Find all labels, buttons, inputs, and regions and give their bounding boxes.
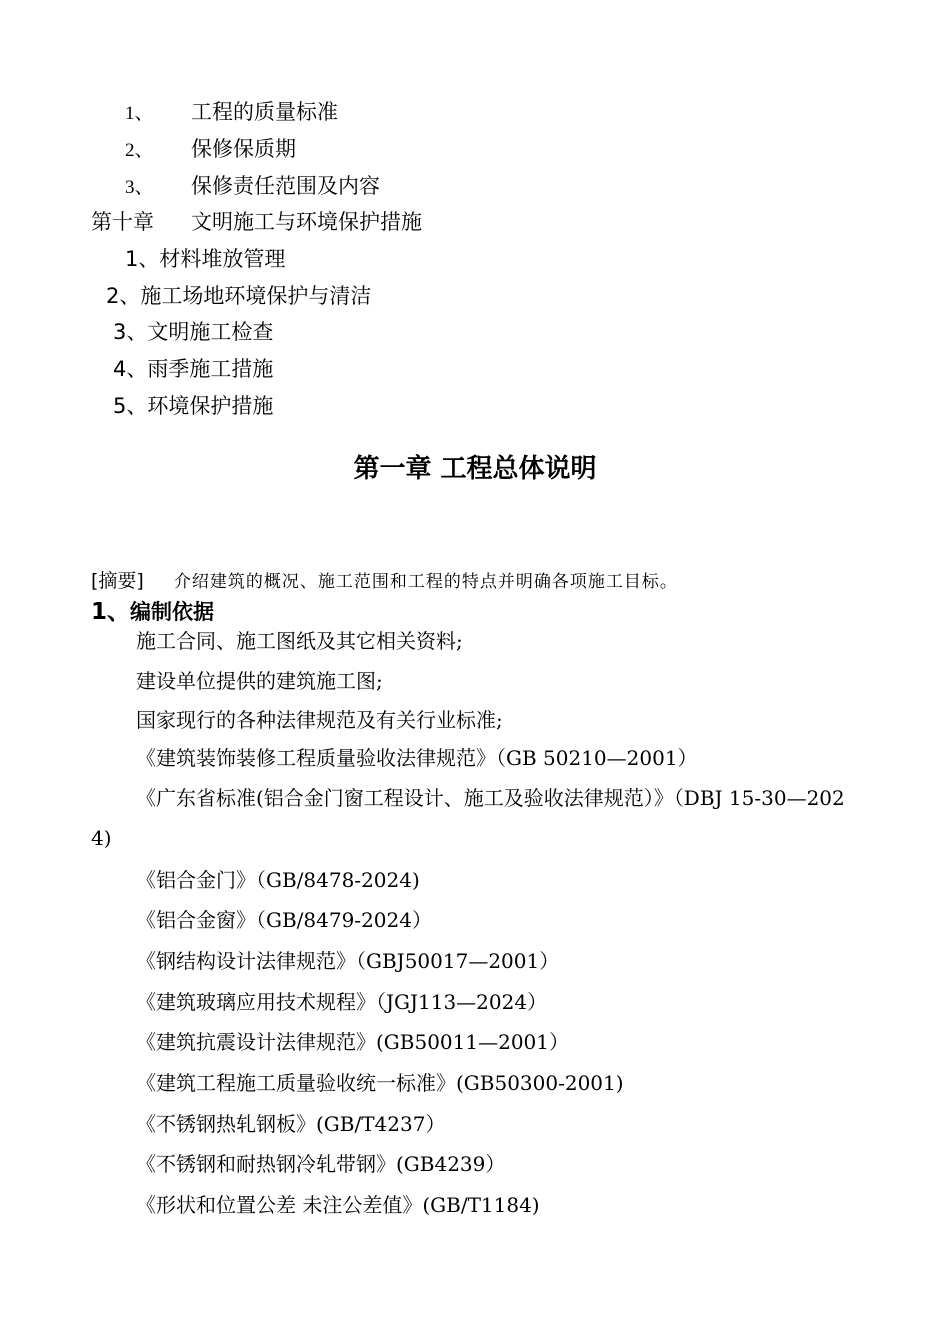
basis-item: 《建筑玻璃应用技术规程》（JGJ113—2024） (136, 990, 548, 1014)
toc-item[interactable] (125, 173, 380, 201)
abstract-text: 介绍建筑的概况、施工范围和工程的特点并明确各项施工目标。 (173, 572, 678, 592)
toc-subitem[interactable]: 1、材料堆放管理 (125, 247, 286, 271)
basis-item: 国家现行的各种法律规范及有关行业标准; (136, 708, 503, 732)
abstract (91, 567, 678, 595)
abstract-label: [摘要] (91, 570, 144, 592)
section-number: 1、 (91, 599, 131, 625)
toc-chapter-title: 文明施工与环境保护措施 (191, 210, 422, 234)
basis-item: 《建筑抗震设计法律规范》(GB50011—2001） (136, 1030, 569, 1054)
basis-item: 《钢结构设计法律规范》（GBJ50017—2001） (136, 949, 560, 973)
toc-item[interactable] (125, 99, 338, 127)
toc-subitem[interactable]: 2、施工场地环境保护与清洁 (106, 284, 372, 308)
toc-item-label: 保修保质期 (191, 137, 296, 161)
toc-item-number: 3、 (125, 177, 154, 198)
basis-item: 施工合同、施工图纸及其它相关资料; (136, 629, 463, 653)
toc-item-label: 工程的质量标准 (191, 100, 338, 124)
section-title: 编制依据 (130, 600, 215, 624)
basis-item: 《铝合金窗》（GB/8479-2024） (136, 908, 432, 932)
section-heading (91, 598, 214, 626)
toc-item[interactable] (125, 136, 296, 164)
toc-subitem[interactable]: 5、环境保护措施 (113, 394, 274, 418)
basis-item: 《建筑装饰装修工程质量验收法律规范》（GB 50210—2001） (136, 746, 698, 770)
basis-item: 《建筑工程施工质量验收统一标准》(GB50300-2001) (136, 1071, 624, 1095)
toc-chapter-label: 第十章 (91, 210, 154, 234)
basis-item: 《广东省标准(铝合金门窗工程设计、施工及验收法律规范）》（DBJ 15-30—2024) (91, 786, 845, 850)
toc-chapter-10[interactable] (91, 209, 422, 235)
basis-item: 《不锈钢热轧钢板》(GB/T4237） (136, 1112, 446, 1136)
toc-item-number: 1、 (125, 103, 154, 124)
toc-subitem[interactable]: 4、雨季施工措施 (113, 357, 274, 381)
basis-item: 《形状和位置公差 未注公差值》(GB/T1184) (136, 1193, 540, 1217)
basis-item: 建设单位提供的建筑施工图; (136, 669, 383, 693)
toc-item-label: 保修责任范围及内容 (191, 174, 380, 198)
toc-item-number: 2、 (125, 140, 154, 161)
chapter-title: 第一章 工程总体说明 (353, 454, 597, 484)
toc-subitem[interactable]: 3、文明施工检查 (113, 320, 274, 344)
basis-item: 《不锈钢和耐热钢冷轧带钢》(GB4239） (136, 1152, 506, 1176)
basis-item: 《铝合金门》（GB/8478-2024) (136, 868, 420, 892)
